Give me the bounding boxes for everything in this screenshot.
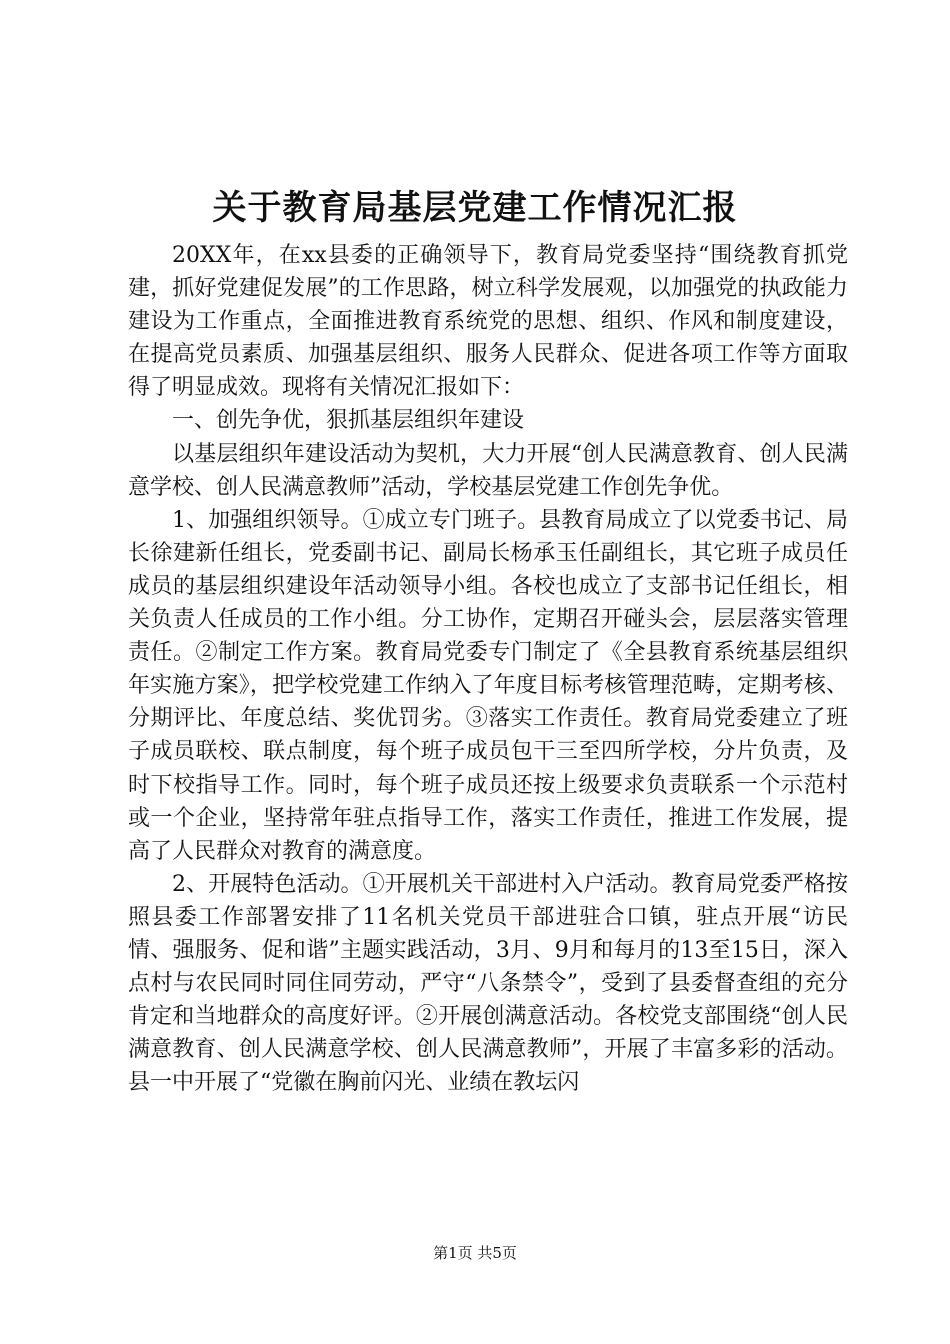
page-number-footer: 第1页 共5页 — [433, 1244, 517, 1262]
section-heading-1: 一、创先争优，狠抓基层组织年建设 — [172, 408, 525, 434]
paragraph-intro: 20XX年，在xx县委的正确领导下，教育局党委坚持“围绕教育抓党建，抓好党建促发展”的工作思路，树立科学发展观，以加强党的执政能力建设为工作重点，全面推进教育系统党的思想、组织、作风和制度建设，在提高党员素质、加强基层组织、服务人民群众、促进各项工作等方面取得了明显成效。现将有关情况汇报如下： — [128, 243, 848, 401]
document-body — [128, 239, 848, 1099]
paragraph-special-activities: 2、开展特色活动。①开展机关干部进村入户活动。教育局党委严格按照县委工作部署安排了11名机关党员干部进驻合口镇，驻点开展“访民情、强服务、促和谐”主题实践活动，3月、9月和每月的13至15日，深入点村与农民同时同住同劳动，严守“八条禁令”，受到了县委督查组的充分肯定和当地群众的高度好评。②开展创满意活动。各校党支部围绕“创人民满意教育、创人民满意学校、创人民满意教师”，开展了丰富多彩的活动。县一中开展了“党徽在胸前闪光、业绩在教坛闪 — [128, 871, 848, 1096]
paragraph-organization-leadership: 1、加强组织领导。①成立专门班子。县教育局成立了以党委书记、局长徐建新任组长，党委副书记、副局长杨承玉任副组长，其它班子成员任成员的基层组织建设年活动领导小组。各校也成立了支部书记任组长，相关负责人任成员的工作小组。分工协作，定期召开碰头会，层层落实管理责任。②制定工作方案。教育局党委专门制定了《全县教育系统基层组织年实施方案》，把学校党建工作纳入了年度目标考核管理范畴，定期考核、分期评比、年度总结、奖优罚劣。③落实工作责任。教育局党委建立了班子成员联校、联点制度，每个班子成员包干三至四所学校，分片负责，及时下校指导工作。同时，每个班子成员还按上级要求负责联系一个示范村或一个企业，坚持常年驻点指导工作，落实工作责任，推进工作发展，提高了人民群众对教育的满意度。 — [128, 507, 848, 864]
document-title: 关于教育局基层党建工作情况汇报 — [212, 188, 738, 228]
paragraph-section-1-intro: 以基层组织年建设活动为契机，大力开展“创人民满意教育、创人民满意学校、创人民满意教师”活动，学校基层党建工作创先争优。 — [128, 441, 848, 500]
